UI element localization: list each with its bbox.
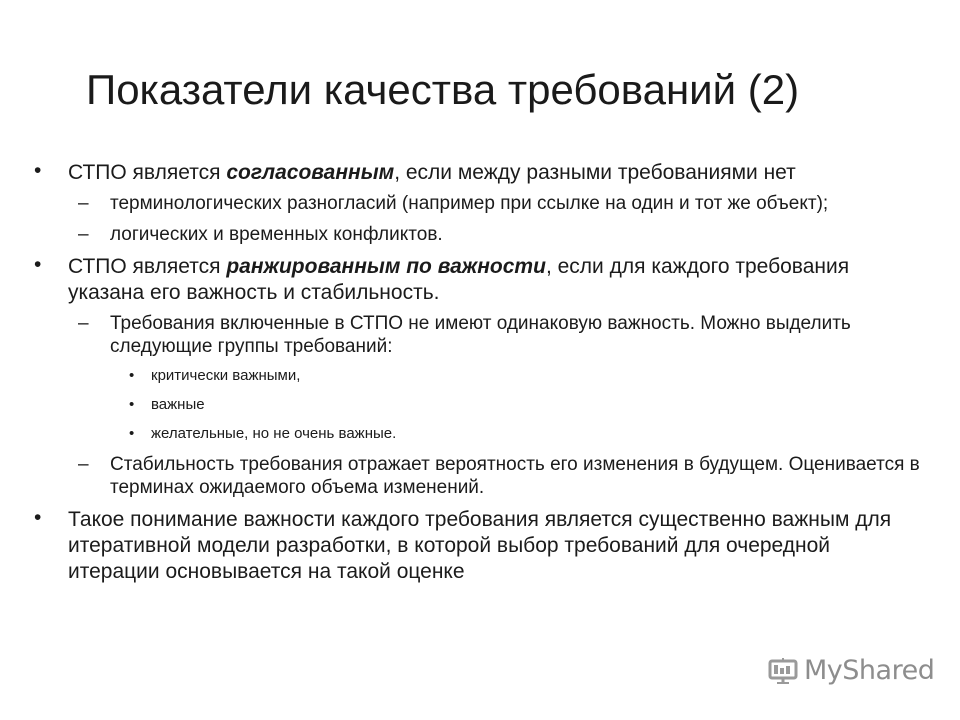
bullet-small-dot: • — [129, 367, 135, 384]
subpoint-terminology — [34, 192, 924, 215]
bullet-small-dot: • — [129, 396, 135, 413]
group-item-text: критически важными, — [151, 367, 301, 384]
point-prefix: СТПО является — [68, 255, 227, 278]
group-item-text: желательные, но не очень важные. — [151, 425, 397, 442]
subpoint-importance — [34, 312, 924, 358]
bullet-dash: – — [78, 313, 89, 334]
bullet-dot: • — [34, 253, 42, 276]
point-suffix: , если между разными требованиями нет — [394, 161, 796, 184]
subpoint-text: Требования включенные в СТПО не имеют одинаковую важность. Можно выделить следующие группы требований: — [110, 313, 851, 357]
watermark-text: MyShared — [804, 655, 935, 686]
bullet-point-ranked — [34, 254, 924, 306]
bullet-dash: – — [78, 224, 89, 245]
bullet-small-dot: • — [129, 425, 135, 442]
bullet-dash: – — [78, 454, 89, 475]
point-text: Такое понимание важности каждого требования является существенно важным для итеративной модели разработки, в которой выбор требований для очередной итерации основывается на такой оценке — [68, 508, 892, 583]
bullet-dash: – — [78, 193, 89, 214]
subpoint-logic — [34, 223, 924, 246]
bullet-dot: • — [34, 506, 42, 529]
point-emphasis: согласованным — [226, 161, 395, 184]
group-item-important — [34, 395, 924, 415]
point-prefix: СТПО является — [68, 161, 227, 184]
presentation-icon — [768, 657, 798, 685]
bullet-dot: • — [34, 159, 42, 182]
point-suffix: , если для каждого требования указана его важность и стабильность. — [68, 255, 850, 304]
group-item-desirable — [34, 424, 924, 444]
subpoint-stability — [34, 453, 924, 499]
bullet-point-iterative — [34, 507, 924, 585]
subpoint-text: Стабильность требования отражает вероятность его изменения в будущем. Оценивается в терминах ожидаемого объема изменений. — [110, 454, 920, 498]
bullet-point-consistent — [34, 160, 924, 186]
watermark-logo — [768, 655, 934, 686]
point-emphasis: ранжированным по важности — [226, 255, 546, 278]
subpoint-text: терминологических разногласий (например при ссылке на один и тот же объект); — [110, 193, 829, 214]
group-item-text: важные — [151, 396, 205, 413]
group-item-critical — [34, 366, 924, 386]
slide-title: Показатели качества требований (2) — [86, 66, 800, 113]
slide-content — [34, 160, 924, 591]
subpoint-text: логических и временных конфликтов. — [110, 224, 443, 245]
